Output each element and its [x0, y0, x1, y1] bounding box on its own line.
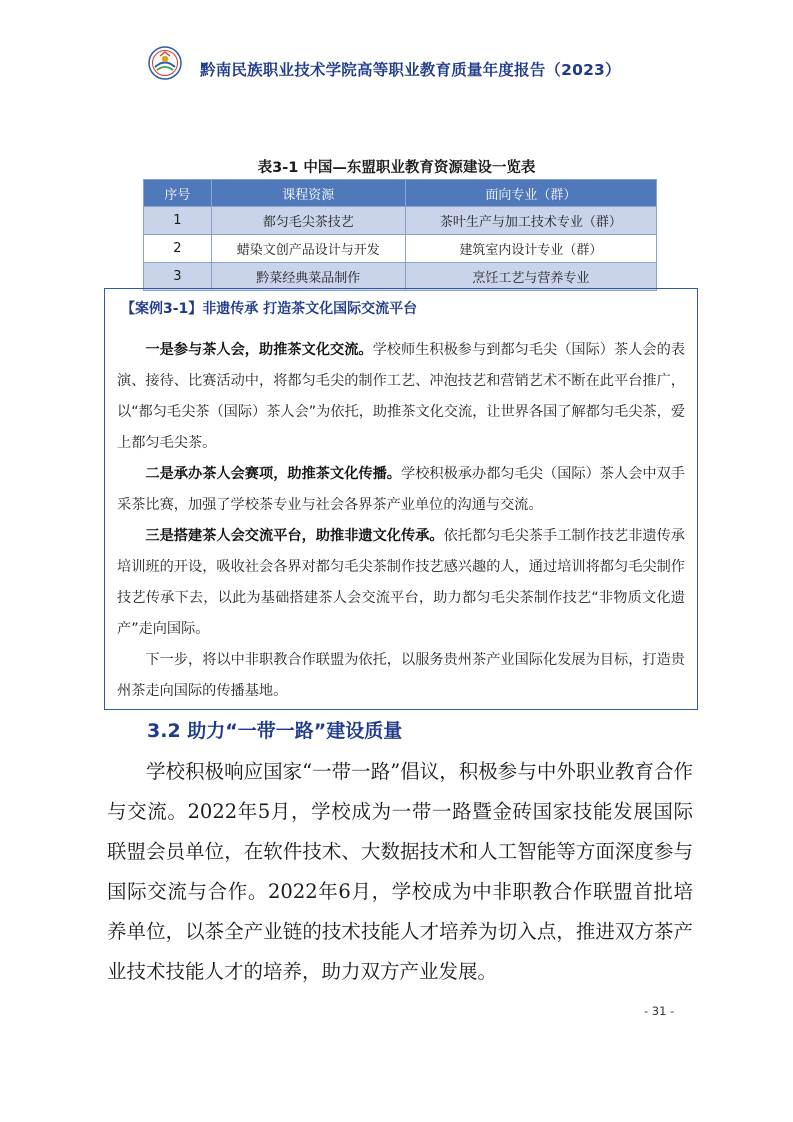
table-row: [144, 263, 657, 291]
case-paragraph-lead: 一是参与茶人会，助推茶文化交流。: [145, 342, 373, 358]
case-box: [104, 288, 698, 710]
resource-table: [143, 179, 657, 291]
table-cell: 3: [144, 263, 212, 291]
table-cell: 烹饪工艺与营养专业: [405, 263, 656, 291]
header-title: 黔南民族职业技术学院高等职业教育质量年度报告（2023）: [200, 61, 621, 79]
case-paragraph: [117, 335, 685, 459]
case-paragraph-text: 学校师生积极参与到都匀毛尖（国际）茶人会的表演、接待、比赛活动中，将都匀毛尖的制作工艺、冲泡技艺和营销艺术不断在此平台推广，以“都匀毛尖茶（国际）茶人会”为依托，助推茶文化交流，让世界各国了解都匀毛尖茶，爱上都匀毛尖茶。: [117, 342, 686, 451]
table-header-cell: 序号: [144, 180, 212, 207]
table-cell: 1: [144, 207, 212, 235]
table-caption: 表3-1 中国—东盟职业教育资源建设一览表: [257, 160, 536, 176]
section-body: [107, 752, 693, 992]
table-cell: 都匀毛尖茶技艺: [211, 207, 405, 235]
table-cell: 2: [144, 235, 212, 263]
case-paragraph: [117, 645, 685, 707]
table-cell: 建筑室内设计专业（群）: [405, 235, 656, 263]
case-paragraph-text: 学校积极承办都匀毛尖（国际）茶人会中双手采茶比赛，加强了学校茶专业与社会各界茶产业单位的沟通与交流。: [117, 466, 685, 513]
school-emblem-icon: [148, 46, 182, 80]
case-paragraph: [117, 521, 685, 645]
body-paragraph: 学校积极响应国家“一带一路”倡议，积极参与中外职业教育合作与交流。2022年5月，学校成为一带一路暨金砖国家技能发展国际联盟会员单位，在软件技术、大数据技术和人工智能等方面深度参与国际交流与合作。2022年6月，学校成为中非职教合作联盟首批培养单位，以茶全产业链的技术技能人才培养为切入点，推进双方茶产业技术技能人才的培养，助力双方产业发展。: [107, 760, 693, 983]
case-paragraph-text: 依托都匀毛尖茶手工制作技艺非遗传承培训班的开设，吸收社会各界对都匀毛尖茶制作技艺感兴趣的人，通过培训将都匀毛尖制作技艺传承下去，以此为基础搭建茶人会交流平台，助力都匀毛尖茶制作技艺“非物质文化遗产”走向国际。: [117, 528, 685, 637]
table-header-cell: 面向专业（群）: [405, 180, 656, 207]
table-cell: 茶叶生产与加工技术专业（群）: [405, 207, 656, 235]
section-title: 3.2 助力“一带一路”建设质量: [147, 720, 403, 742]
case-body: [117, 335, 685, 707]
case-paragraph-lead: 二是承办茶人会赛项，助推茶文化传播。: [145, 466, 401, 482]
case-paragraph-lead: 三是搭建茶人会交流平台，助推非遗文化传承。: [145, 528, 444, 544]
case-title: 【案例3-1】非遗传承 打造茶文化国际交流平台: [121, 301, 418, 317]
table-header-cell: 课程资源: [211, 180, 405, 207]
table-row: [144, 235, 657, 263]
table-row: [144, 207, 657, 235]
table-cell: 蜡染文创产品设计与开发: [211, 235, 405, 263]
table-header-row: [144, 180, 657, 207]
table-cell: 黔菜经典菜品制作: [211, 263, 405, 291]
case-paragraph-text: 下一步，将以中非职教合作联盟为依托，以服务贵州茶产业国际化发展为目标，打造贵州茶走向国际的传播基地。: [117, 652, 685, 699]
page-header: [148, 46, 648, 82]
page-number: - 31 -: [644, 1004, 675, 1018]
case-paragraph: [117, 459, 685, 521]
